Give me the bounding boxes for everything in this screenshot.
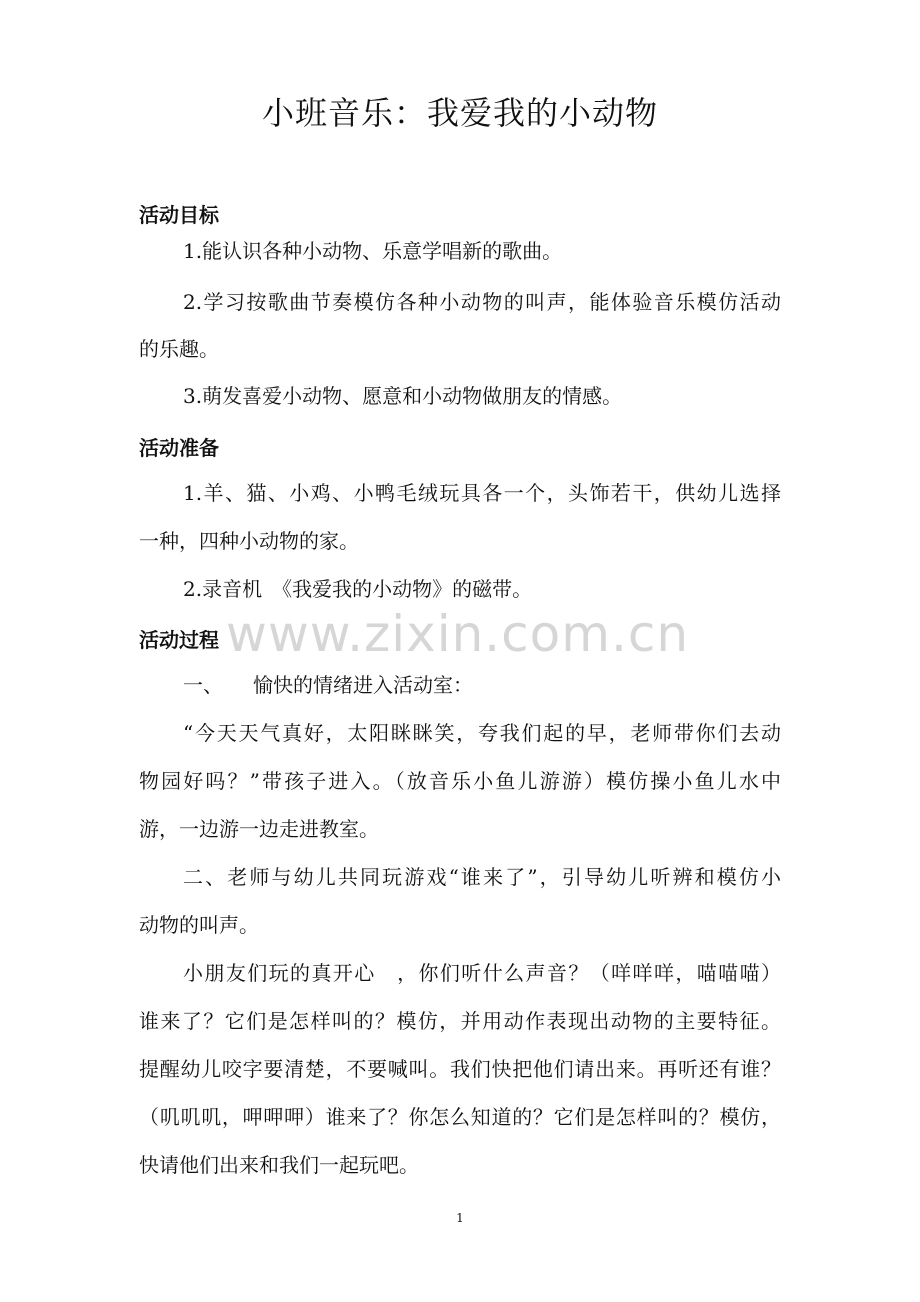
page-number: 1 — [456, 1211, 464, 1225]
prep-item-1-line-2: 一种，四种小动物的家。 — [139, 529, 359, 553]
goal-item-2-line-1: 2.学习按歌曲节奏模仿各种小动物的叫声，能体验音乐模仿活动 — [183, 290, 781, 314]
goal-item-1: 1.能认识各种小动物、乐意学唱新的歌曲。 — [183, 239, 563, 263]
page-title: 小班音乐：我爱我的小动物 — [261, 94, 658, 132]
goal-item-2-line-2: 的乐趣。 — [139, 337, 219, 361]
process-paragraph-line-2: 谁来了？它们是怎样叫的？模仿，并用动作表现出动物的主要特征。 — [139, 1009, 781, 1033]
section-heading-goals: 活动目标 — [139, 203, 219, 227]
process-quote-line-2: 物园好吗？”带孩子进入。（放音乐小鱼儿游游）模仿操小鱼儿水中 — [139, 769, 781, 793]
process-paragraph-line-5: 快请他们出来和我们一起玩吧。 — [139, 1153, 419, 1177]
process-step-1: 一、 愉快的情绪进入活动室： — [183, 673, 473, 697]
process-quote-line-3: 游，一边游一边走进教室。 — [139, 817, 379, 841]
process-step-2-line-1: 二、老师与幼儿共同玩游戏“谁来了”，引导幼儿听辨和模仿小 — [183, 865, 781, 889]
process-quote-line-1: “今天天气真好，太阳眯眯笑，夸我们起的早，老师带你们去动 — [183, 721, 781, 745]
section-heading-prep: 活动准备 — [139, 436, 219, 460]
prep-item-1-line-1: 1.羊、猫、小鸡、小鸭毛绒玩具各一个，头饰若干，供幼儿选择 — [183, 481, 781, 505]
process-paragraph-line-1: 小朋友们玩的真开心 ，你们听什么声音？（咩咩咩，喵喵喵） — [183, 961, 781, 985]
process-paragraph-line-4: （叽叽叽，呷呷呷）谁来了？你怎么知道的？它们是怎样叫的？模仿， — [139, 1105, 781, 1129]
watermark: www.zixin.com.cn — [226, 605, 690, 663]
section-heading-process: 活动过程 — [139, 628, 219, 652]
goal-item-3: 3.萌发喜爱小动物、愿意和小动物做朋友的情感。 — [183, 384, 623, 408]
process-paragraph-line-3: 提醒幼儿咬字要清楚，不要喊叫。我们快把他们请出来。再听还有谁？ — [139, 1057, 781, 1081]
prep-item-2: 2.录音机 《我爱我的小动物》的磁带。 — [183, 577, 533, 601]
process-step-2-line-2: 动物的叫声。 — [139, 913, 259, 937]
